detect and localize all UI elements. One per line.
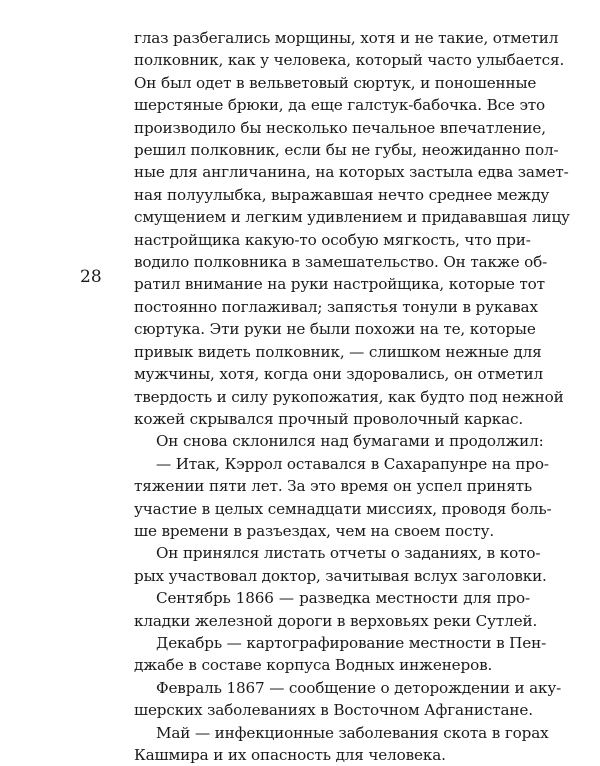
- text-line: ратил внимание на руки настройщика, которые тот: [134, 275, 545, 294]
- text-line: рых участвовал доктор, зачитывая вслух заголовки.: [134, 566, 547, 585]
- text-line: шерстяные брюки, да еще галстук-бабочка. Все это: [134, 96, 546, 115]
- text-line: Он принялся листать отчеты о заданиях, в кото-: [156, 544, 541, 563]
- text-line: глаз разбегались морщины, хотя и не такие, отметил: [134, 29, 559, 47]
- text-line: джабе в составе корпуса Водных инженеров.: [134, 656, 493, 675]
- text-line: Он снова склонился над бумагами и продолжил:: [156, 432, 544, 451]
- text-line: участие в целых семнадцати миссиях, проводя боль-: [134, 499, 552, 518]
- page-number: 28: [80, 267, 102, 287]
- text-line: Декабрь — картографирование местности в Пен-: [156, 633, 547, 652]
- text-line: Сентябрь 1866 — разведка местности для про-: [156, 589, 530, 608]
- text-line: решил полковник, если бы не губы, неожиданно пол-: [134, 141, 559, 160]
- text-line: ше времени в разъездах, чем на своем посту.: [134, 521, 495, 540]
- text-line: — Итак, Кэррол оставался в Сахарапунре на про-: [156, 454, 549, 473]
- text-line: Май — инфекционные заболевания скота в горах: [156, 723, 549, 742]
- text-line: мужчины, хотя, когда они здоровались, он отметил: [134, 365, 544, 384]
- text-line: Кашмира и их опасность для человека.: [134, 746, 446, 764]
- text-line: ные для англичанина, на которых застыла едва замет-: [134, 163, 569, 182]
- text-line: привык видеть полковник, — слишком нежные для: [134, 342, 542, 361]
- text-line: твердость и силу рукопожатия, как будто под нежной: [134, 387, 564, 406]
- text-line: настройщика какую-то особую мягкость, что при-: [134, 230, 531, 249]
- body-text: [134, 27, 570, 766]
- text-line: тяжении пяти лет. За это время он успел принять: [134, 477, 533, 496]
- text-line: смущением и легким удивлением и придававшая лицу: [134, 208, 570, 227]
- text-line: постоянно поглаживал; запястья тонули в рукавах: [134, 297, 538, 316]
- text-line: шерских заболеваниях в Восточном Афганистане.: [134, 701, 533, 720]
- text-line: Февраль 1867 — сообщение о деторождении и аку-: [156, 678, 562, 697]
- text-line: производило бы несколько печальное впечатление,: [134, 118, 546, 137]
- text-line: водило полковника в замешательство. Он также об-: [134, 253, 548, 272]
- text-line: кладки железной дороги в верховьях реки Сутлей.: [134, 611, 538, 630]
- text-line: Он был одет в вельветовый сюртук, и поношенные: [134, 73, 537, 92]
- text-line: сюртука. Эти руки не были похожи на те, которые: [134, 320, 536, 339]
- text-line: кожей скрывался прочный проволочный каркас.: [134, 409, 524, 428]
- text-line: полковник, как у человека, который часто улыбается.: [134, 51, 565, 70]
- text-line: ная полуулыбка, выражавшая нечто среднее между: [134, 185, 550, 204]
